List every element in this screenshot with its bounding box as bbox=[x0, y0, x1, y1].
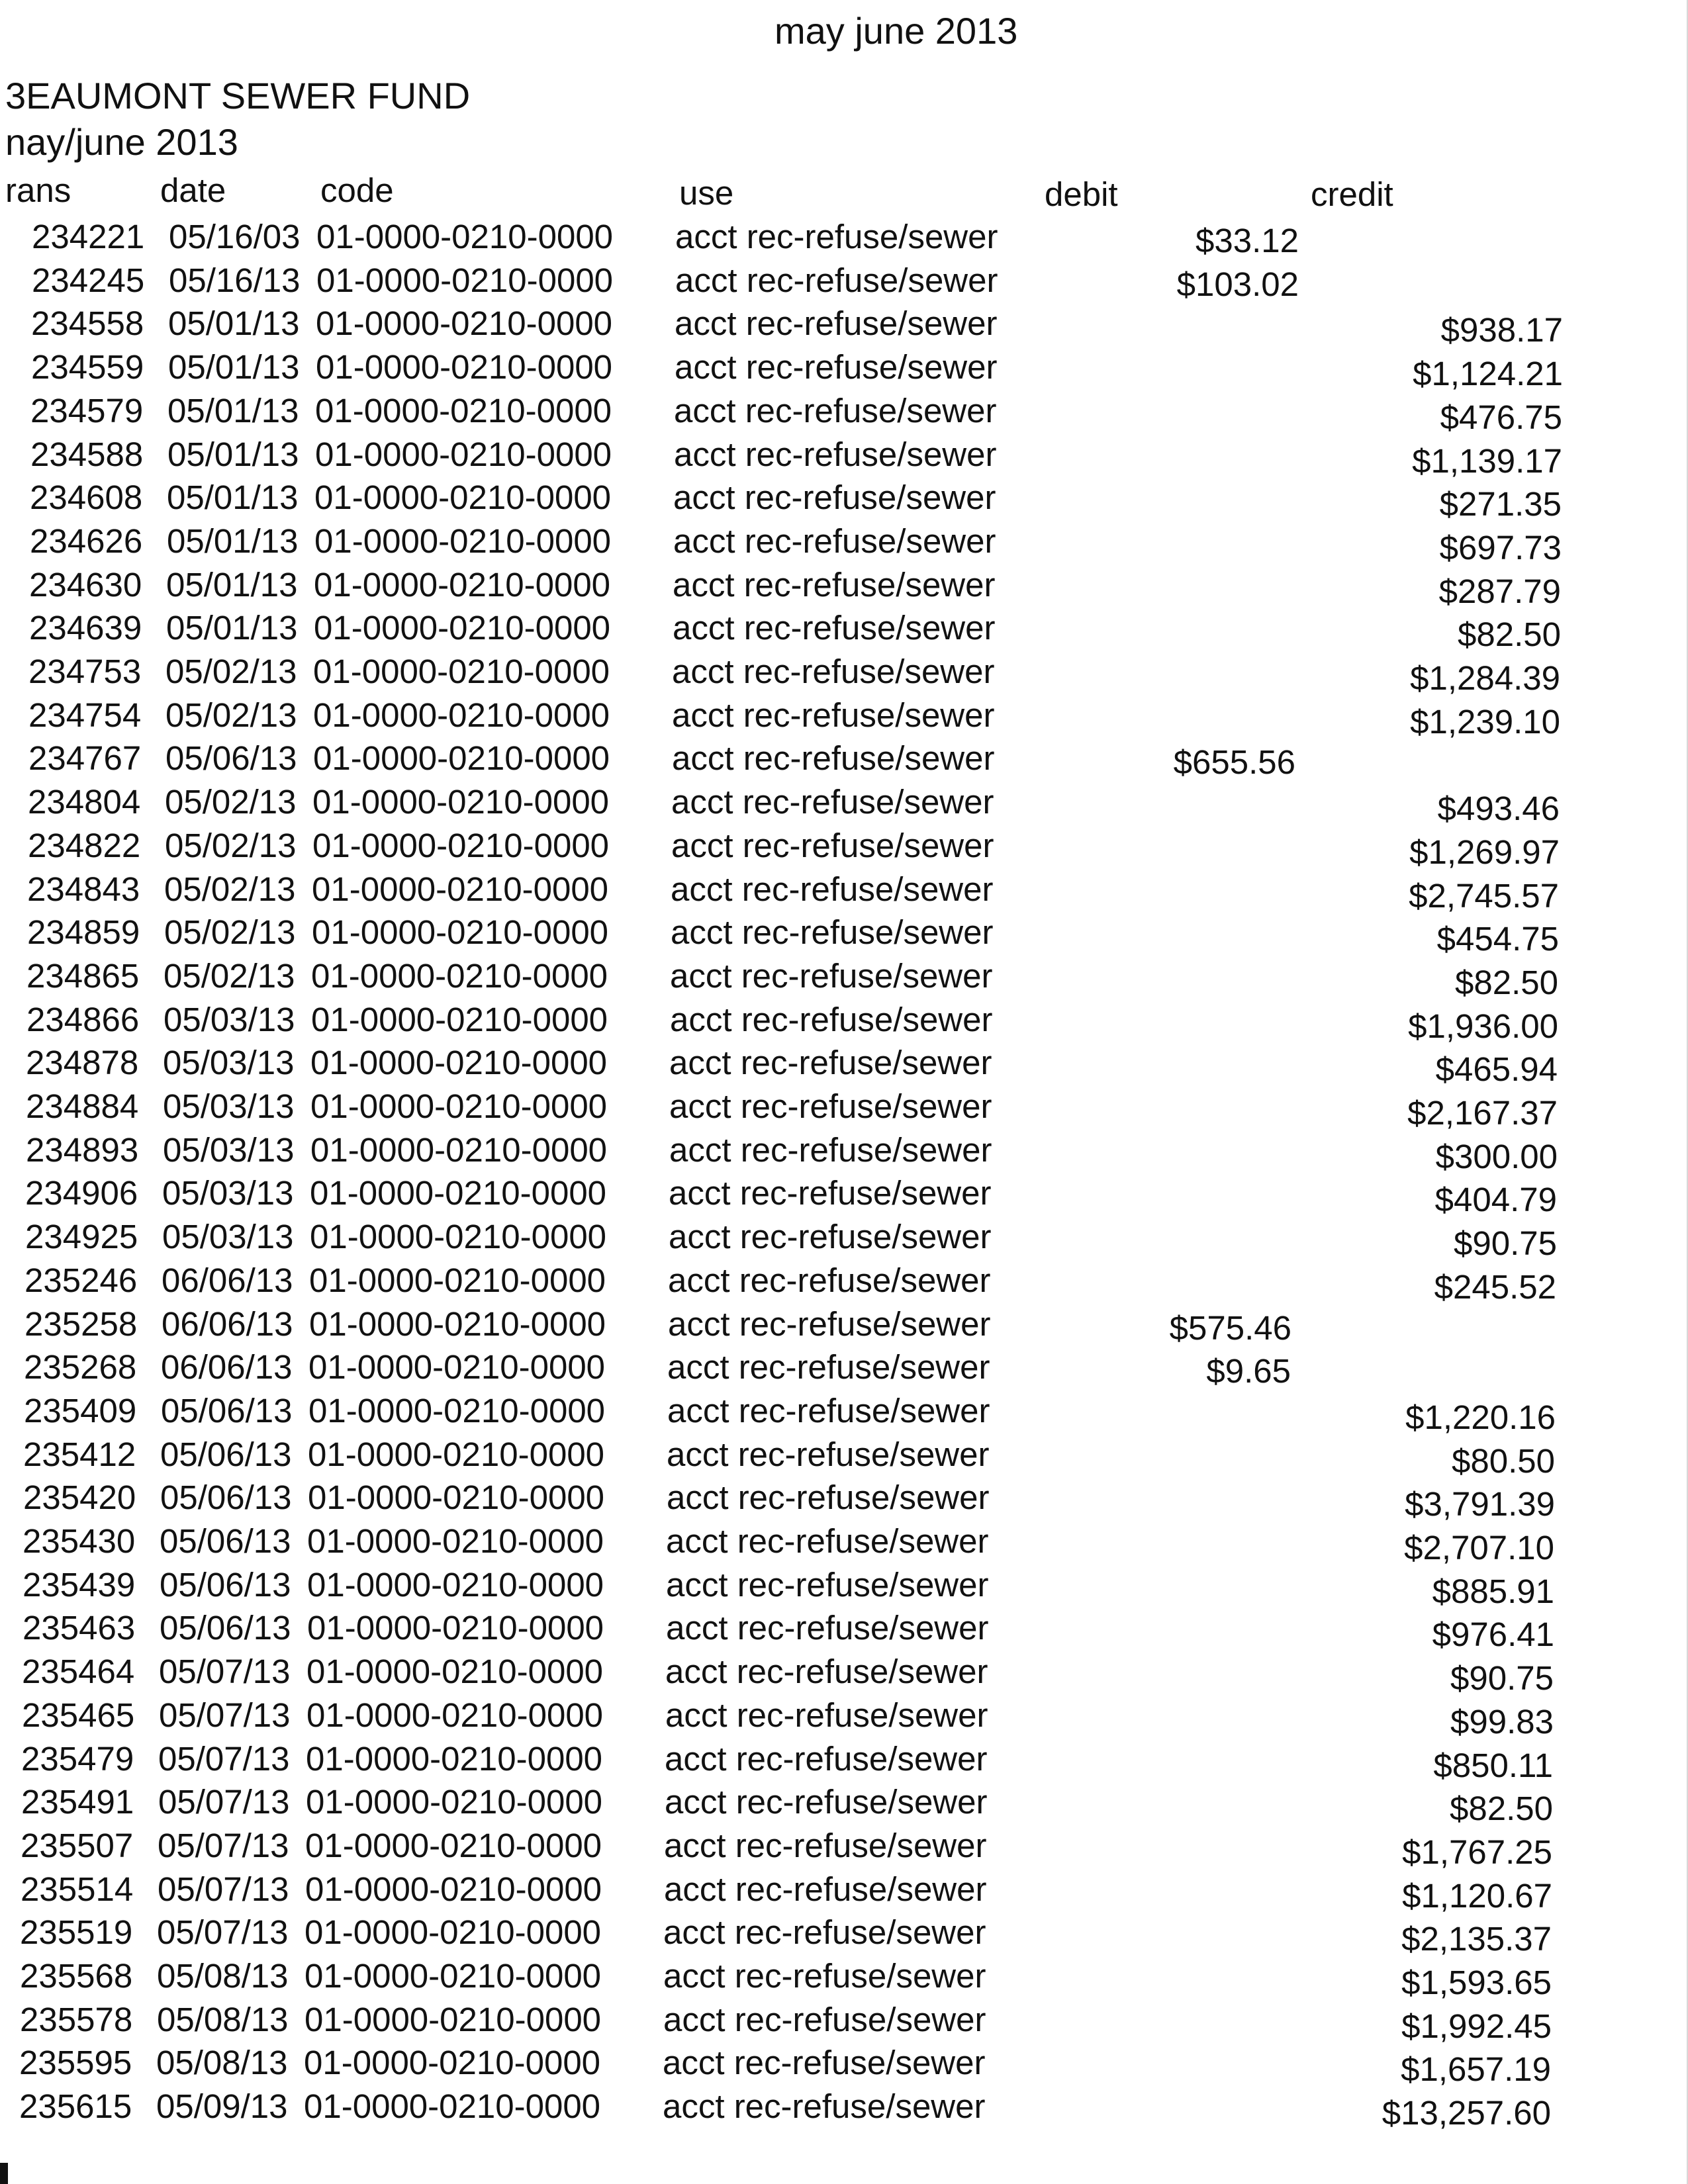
cell-use: acct rec-refuse/sewer bbox=[664, 1870, 987, 1908]
page-header: may june 2013 bbox=[774, 10, 1018, 52]
column-header-debit: debit bbox=[1045, 175, 1118, 213]
cell-date: 05/02/13 bbox=[164, 957, 295, 995]
cell-code: 01-0000-0210-0000 bbox=[312, 870, 609, 908]
cell-trans: 234558 bbox=[31, 304, 144, 342]
column-header-credit: credit bbox=[1311, 175, 1393, 213]
cell-use: acct rec-refuse/sewer bbox=[665, 1696, 988, 1734]
cell-code: 01-0000-0210-0000 bbox=[312, 913, 609, 951]
cell-use: acct rec-refuse/sewer bbox=[670, 1001, 993, 1038]
cell-trans: 235464 bbox=[22, 1653, 135, 1690]
cell-credit: $82.50 bbox=[1458, 615, 1561, 653]
cell-trans: 234579 bbox=[30, 392, 144, 430]
cell-credit: $1,220.16 bbox=[1405, 1398, 1556, 1436]
cell-use: acct rec-refuse/sewer bbox=[671, 827, 994, 864]
cell-code: 01-0000-0210-0000 bbox=[310, 1044, 608, 1081]
cell-date: 05/01/13 bbox=[168, 304, 300, 342]
cell-credit: $885.91 bbox=[1432, 1572, 1554, 1610]
cell-trans: 234630 bbox=[29, 566, 142, 604]
cell-date: 05/07/13 bbox=[159, 1653, 291, 1690]
cell-trans: 234906 bbox=[25, 1174, 138, 1212]
cell-debit: $103.02 bbox=[1176, 265, 1299, 303]
cell-credit: $2,707.10 bbox=[1404, 1529, 1554, 1567]
cell-code: 01-0000-0210-0000 bbox=[311, 957, 608, 995]
cell-code: 01-0000-0210-0000 bbox=[308, 1479, 605, 1516]
cell-code: 01-0000-0210-0000 bbox=[314, 566, 611, 604]
cell-credit: $1,593.65 bbox=[1401, 1964, 1552, 2001]
cell-use: acct rec-refuse/sewer bbox=[675, 348, 998, 386]
cell-use: acct rec-refuse/sewer bbox=[671, 913, 994, 951]
cell-credit: $938.17 bbox=[1440, 311, 1563, 349]
cell-credit: $850.11 bbox=[1433, 1747, 1553, 1784]
cell-code: 01-0000-0210-0000 bbox=[313, 653, 610, 690]
cell-trans: 235491 bbox=[21, 1783, 134, 1821]
cell-date: 05/01/13 bbox=[167, 478, 299, 516]
cell-code: 01-0000-0210-0000 bbox=[311, 1001, 608, 1038]
cell-use: acct rec-refuse/sewer bbox=[669, 1131, 992, 1169]
cell-code: 01-0000-0210-0000 bbox=[314, 522, 612, 560]
cell-code: 01-0000-0210-0000 bbox=[310, 1174, 607, 1212]
cell-date: 05/07/13 bbox=[158, 1870, 289, 1908]
cell-trans: 234753 bbox=[28, 653, 142, 690]
cell-date: 05/06/13 bbox=[161, 1392, 293, 1430]
cell-use: acct rec-refuse/sewer bbox=[664, 1827, 987, 1864]
cell-trans: 235514 bbox=[21, 1870, 134, 1908]
cell-trans: 234893 bbox=[26, 1131, 139, 1169]
cell-code: 01-0000-0210-0000 bbox=[305, 2001, 602, 2038]
cell-trans: 235412 bbox=[23, 1435, 136, 1473]
cell-use: acct rec-refuse/sewer bbox=[672, 739, 995, 777]
cell-credit: $697.73 bbox=[1439, 529, 1562, 567]
cell-date: 05/01/13 bbox=[167, 435, 299, 473]
cell-date: 05/03/13 bbox=[163, 1044, 295, 1081]
cell-credit: $80.50 bbox=[1452, 1442, 1555, 1480]
cell-trans: 235507 bbox=[21, 1827, 134, 1864]
cell-credit: $271.35 bbox=[1439, 485, 1562, 523]
cell-code: 01-0000-0210-0000 bbox=[310, 1087, 608, 1125]
cell-use: acct rec-refuse/sewer bbox=[672, 653, 995, 690]
cell-trans: 235578 bbox=[20, 2001, 133, 2038]
cell-credit: $90.75 bbox=[1454, 1224, 1557, 1262]
cell-trans: 234626 bbox=[30, 522, 143, 560]
cell-date: 05/07/13 bbox=[158, 1783, 290, 1821]
cell-use: acct rec-refuse/sewer bbox=[663, 2087, 986, 2125]
cell-date: 06/06/13 bbox=[161, 1348, 293, 1386]
cell-credit: $1,657.19 bbox=[1401, 2050, 1551, 2088]
cell-code: 01-0000-0210-0000 bbox=[304, 2087, 601, 2125]
cell-credit: $476.75 bbox=[1440, 398, 1562, 436]
cell-credit: $287.79 bbox=[1438, 572, 1561, 610]
column-header-code: code bbox=[320, 171, 394, 209]
cell-credit: $13,257.60 bbox=[1382, 2094, 1551, 2132]
cell-date: 05/06/13 bbox=[160, 1479, 292, 1516]
cell-trans: 234866 bbox=[26, 1001, 140, 1038]
cell-date: 05/08/13 bbox=[156, 2044, 288, 2081]
cell-trans: 235615 bbox=[19, 2087, 132, 2125]
cell-code: 01-0000-0210-0000 bbox=[310, 1131, 608, 1169]
cell-use: acct rec-refuse/sewer bbox=[671, 783, 994, 821]
cell-code: 01-0000-0210-0000 bbox=[313, 696, 610, 734]
cell-use: acct rec-refuse/sewer bbox=[669, 1174, 992, 1212]
cell-code: 01-0000-0210-0000 bbox=[305, 1870, 602, 1908]
cell-trans: 235463 bbox=[23, 1609, 136, 1647]
cell-code: 01-0000-0210-0000 bbox=[307, 1522, 604, 1560]
column-header-date: date bbox=[160, 171, 226, 209]
cell-trans: 235430 bbox=[23, 1522, 136, 1560]
cell-debit: $33.12 bbox=[1196, 222, 1299, 259]
scan-artifact-mark bbox=[0, 2163, 8, 2184]
cell-use: acct rec-refuse/sewer bbox=[663, 2044, 986, 2081]
cell-trans: 234843 bbox=[27, 870, 140, 908]
cell-use: acct rec-refuse/sewer bbox=[667, 1348, 990, 1386]
cell-date: 05/02/13 bbox=[164, 913, 296, 951]
cell-credit: $404.79 bbox=[1434, 1181, 1557, 1218]
cell-trans: 234878 bbox=[26, 1044, 139, 1081]
cell-use: acct rec-refuse/sewer bbox=[668, 1261, 991, 1299]
cell-debit: $9.65 bbox=[1206, 1352, 1291, 1390]
cell-trans: 235568 bbox=[20, 1957, 133, 1995]
cell-code: 01-0000-0210-0000 bbox=[309, 1305, 606, 1343]
fund-title: 3EAUMONT SEWER FUND bbox=[5, 75, 471, 116]
page-bottom-cut bbox=[0, 2151, 1688, 2184]
cell-code: 01-0000-0210-0000 bbox=[314, 609, 611, 647]
cell-code: 01-0000-0210-0000 bbox=[305, 1827, 602, 1864]
cell-code: 01-0000-0210-0000 bbox=[316, 348, 613, 386]
cell-credit: $465.94 bbox=[1435, 1050, 1558, 1088]
cell-trans: 235519 bbox=[20, 1913, 133, 1951]
cell-credit: $1,284.39 bbox=[1410, 659, 1560, 697]
cell-date: 05/07/13 bbox=[158, 1827, 289, 1864]
cell-date: 05/02/13 bbox=[165, 827, 297, 864]
cell-code: 01-0000-0210-0000 bbox=[306, 1783, 603, 1821]
column-header-use: use bbox=[679, 174, 734, 212]
cell-date: 05/08/13 bbox=[157, 2001, 289, 2038]
cell-trans: 234804 bbox=[28, 783, 141, 821]
cell-use: acct rec-refuse/sewer bbox=[673, 609, 996, 647]
cell-code: 01-0000-0210-0000 bbox=[307, 1566, 604, 1604]
cell-use: acct rec-refuse/sewer bbox=[675, 218, 998, 255]
cell-use: acct rec-refuse/sewer bbox=[673, 478, 996, 516]
cell-credit: $2,135.37 bbox=[1401, 1920, 1552, 1958]
cell-credit: $245.52 bbox=[1434, 1268, 1556, 1306]
cell-use: acct rec-refuse/sewer bbox=[665, 1653, 988, 1690]
cell-trans: 234639 bbox=[29, 609, 142, 647]
cell-use: acct rec-refuse/sewer bbox=[667, 1435, 990, 1473]
cell-code: 01-0000-0210-0000 bbox=[315, 392, 612, 430]
column-header-trans: rans bbox=[5, 171, 71, 209]
cell-date: 05/02/13 bbox=[165, 696, 297, 734]
cell-code: 01-0000-0210-0000 bbox=[313, 739, 610, 777]
cell-credit: $1,936.00 bbox=[1408, 1007, 1558, 1045]
cell-use: acct rec-refuse/sewer bbox=[663, 1957, 986, 1995]
cell-use: acct rec-refuse/sewer bbox=[669, 1218, 992, 1255]
cell-trans: 234588 bbox=[30, 435, 144, 473]
cell-use: acct rec-refuse/sewer bbox=[666, 1566, 989, 1604]
cell-credit: $82.50 bbox=[1455, 964, 1558, 1001]
fund-period: nay/june 2013 bbox=[5, 121, 238, 163]
cell-date: 05/03/13 bbox=[163, 1087, 295, 1125]
cell-trans: 235465 bbox=[22, 1696, 135, 1734]
cell-code: 01-0000-0210-0000 bbox=[314, 478, 612, 516]
cell-credit: $99.83 bbox=[1450, 1703, 1554, 1741]
cell-use: acct rec-refuse/sewer bbox=[671, 870, 994, 908]
cell-date: 05/02/13 bbox=[165, 783, 297, 821]
cell-credit: $1,269.97 bbox=[1409, 833, 1560, 871]
cell-code: 01-0000-0210-0000 bbox=[305, 1913, 602, 1951]
cell-date: 05/16/13 bbox=[169, 261, 301, 299]
cell-date: 05/08/13 bbox=[157, 1957, 289, 1995]
cell-use: acct rec-refuse/sewer bbox=[663, 1913, 986, 1951]
cell-use: acct rec-refuse/sewer bbox=[673, 522, 996, 560]
cell-trans: 235595 bbox=[19, 2044, 132, 2081]
cell-code: 01-0000-0210-0000 bbox=[315, 435, 612, 473]
cell-date: 06/06/13 bbox=[162, 1305, 293, 1343]
cell-trans: 235420 bbox=[23, 1479, 136, 1516]
cell-code: 01-0000-0210-0000 bbox=[316, 304, 613, 342]
cell-trans: 235409 bbox=[24, 1392, 137, 1430]
cell-date: 05/01/13 bbox=[167, 392, 299, 430]
cell-trans: 234754 bbox=[28, 696, 142, 734]
cell-trans: 235268 bbox=[24, 1348, 137, 1386]
cell-trans: 234822 bbox=[28, 827, 141, 864]
cell-code: 01-0000-0210-0000 bbox=[308, 1392, 606, 1430]
cell-use: acct rec-refuse/sewer bbox=[666, 1522, 989, 1560]
cell-credit: $300.00 bbox=[1435, 1138, 1558, 1175]
cell-code: 01-0000-0210-0000 bbox=[308, 1435, 605, 1473]
cell-code: 01-0000-0210-0000 bbox=[306, 1653, 604, 1690]
cell-date: 05/07/13 bbox=[159, 1696, 291, 1734]
cell-use: acct rec-refuse/sewer bbox=[672, 696, 995, 734]
cell-credit: $454.75 bbox=[1436, 920, 1559, 958]
cell-trans: 234859 bbox=[27, 913, 140, 951]
cell-credit: $82.50 bbox=[1450, 1790, 1553, 1827]
cell-trans: 234559 bbox=[31, 348, 144, 386]
cell-use: acct rec-refuse/sewer bbox=[670, 957, 993, 995]
cell-date: 05/01/13 bbox=[168, 348, 300, 386]
cell-use: acct rec-refuse/sewer bbox=[665, 1783, 988, 1821]
cell-credit: $493.46 bbox=[1437, 790, 1560, 827]
cell-credit: $1,139.17 bbox=[1412, 442, 1562, 480]
cell-date: 05/03/13 bbox=[162, 1218, 294, 1255]
cell-credit: $1,239.10 bbox=[1410, 703, 1560, 741]
cell-use: acct rec-refuse/sewer bbox=[674, 435, 997, 473]
cell-use: acct rec-refuse/sewer bbox=[673, 566, 996, 604]
cell-code: 01-0000-0210-0000 bbox=[312, 827, 610, 864]
cell-code: 01-0000-0210-0000 bbox=[308, 1348, 606, 1386]
cell-date: 05/01/13 bbox=[166, 609, 298, 647]
cell-trans: 234221 bbox=[32, 218, 145, 255]
cell-credit: $90.75 bbox=[1450, 1659, 1554, 1697]
cell-credit: $976.41 bbox=[1432, 1615, 1554, 1653]
cell-date: 05/09/13 bbox=[156, 2087, 288, 2125]
cell-use: acct rec-refuse/sewer bbox=[674, 392, 997, 430]
cell-credit: $1,992.45 bbox=[1401, 2007, 1552, 2045]
cell-date: 05/02/13 bbox=[164, 870, 296, 908]
cell-credit: $3,791.39 bbox=[1405, 1485, 1555, 1523]
cell-code: 01-0000-0210-0000 bbox=[304, 2044, 601, 2081]
cell-code: 01-0000-0210-0000 bbox=[310, 1218, 607, 1255]
cell-date: 05/03/13 bbox=[163, 1131, 295, 1169]
cell-code: 01-0000-0210-0000 bbox=[305, 1957, 602, 1995]
cell-trans: 234884 bbox=[26, 1087, 139, 1125]
cell-credit: $2,167.37 bbox=[1407, 1094, 1558, 1132]
cell-date: 05/03/13 bbox=[162, 1174, 294, 1212]
cell-code: 01-0000-0210-0000 bbox=[316, 261, 614, 299]
cell-use: acct rec-refuse/sewer bbox=[669, 1044, 992, 1081]
cell-trans: 235439 bbox=[23, 1566, 136, 1604]
cell-use: acct rec-refuse/sewer bbox=[669, 1087, 992, 1125]
cell-date: 05/06/13 bbox=[160, 1609, 291, 1647]
cell-trans: 234245 bbox=[32, 261, 145, 299]
cell-credit: $1,120.67 bbox=[1402, 1877, 1552, 1915]
cell-trans: 234608 bbox=[30, 478, 143, 516]
cell-trans: 235258 bbox=[24, 1305, 138, 1343]
cell-use: acct rec-refuse/sewer bbox=[675, 304, 998, 342]
cell-code: 01-0000-0210-0000 bbox=[309, 1261, 606, 1299]
cell-trans: 234767 bbox=[28, 739, 142, 777]
cell-date: 06/06/13 bbox=[162, 1261, 293, 1299]
cell-date: 05/06/13 bbox=[160, 1522, 291, 1560]
cell-use: acct rec-refuse/sewer bbox=[667, 1392, 990, 1430]
cell-code: 01-0000-0210-0000 bbox=[306, 1740, 603, 1778]
cell-code: 01-0000-0210-0000 bbox=[306, 1696, 604, 1734]
cell-trans: 234925 bbox=[25, 1218, 138, 1255]
cell-date: 05/06/13 bbox=[160, 1566, 291, 1604]
cell-code: 01-0000-0210-0000 bbox=[307, 1609, 604, 1647]
cell-use: acct rec-refuse/sewer bbox=[668, 1305, 991, 1343]
cell-date: 05/16/03 bbox=[169, 218, 301, 255]
cell-trans: 234865 bbox=[26, 957, 140, 995]
cell-credit: $1,124.21 bbox=[1413, 355, 1563, 392]
cell-use: acct rec-refuse/sewer bbox=[666, 1609, 989, 1647]
cell-use: acct rec-refuse/sewer bbox=[665, 1740, 988, 1778]
cell-credit: $2,745.57 bbox=[1409, 877, 1559, 915]
cell-date: 05/06/13 bbox=[160, 1435, 292, 1473]
cell-trans: 235479 bbox=[21, 1740, 134, 1778]
cell-trans: 235246 bbox=[24, 1261, 138, 1299]
cell-debit: $575.46 bbox=[1169, 1309, 1291, 1347]
cell-date: 05/07/13 bbox=[158, 1740, 290, 1778]
cell-credit: $1,767.25 bbox=[1402, 1833, 1552, 1871]
cell-code: 01-0000-0210-0000 bbox=[316, 218, 614, 255]
cell-debit: $655.56 bbox=[1173, 743, 1295, 781]
cell-date: 05/06/13 bbox=[165, 739, 297, 777]
cell-use: acct rec-refuse/sewer bbox=[667, 1479, 990, 1516]
cell-date: 05/01/13 bbox=[167, 522, 299, 560]
cell-use: acct rec-refuse/sewer bbox=[663, 2001, 986, 2038]
cell-date: 05/07/13 bbox=[157, 1913, 289, 1951]
cell-code: 01-0000-0210-0000 bbox=[312, 783, 610, 821]
cell-use: acct rec-refuse/sewer bbox=[675, 261, 998, 299]
cell-date: 05/02/13 bbox=[165, 653, 297, 690]
cell-date: 05/03/13 bbox=[164, 1001, 295, 1038]
cell-date: 05/01/13 bbox=[166, 566, 298, 604]
